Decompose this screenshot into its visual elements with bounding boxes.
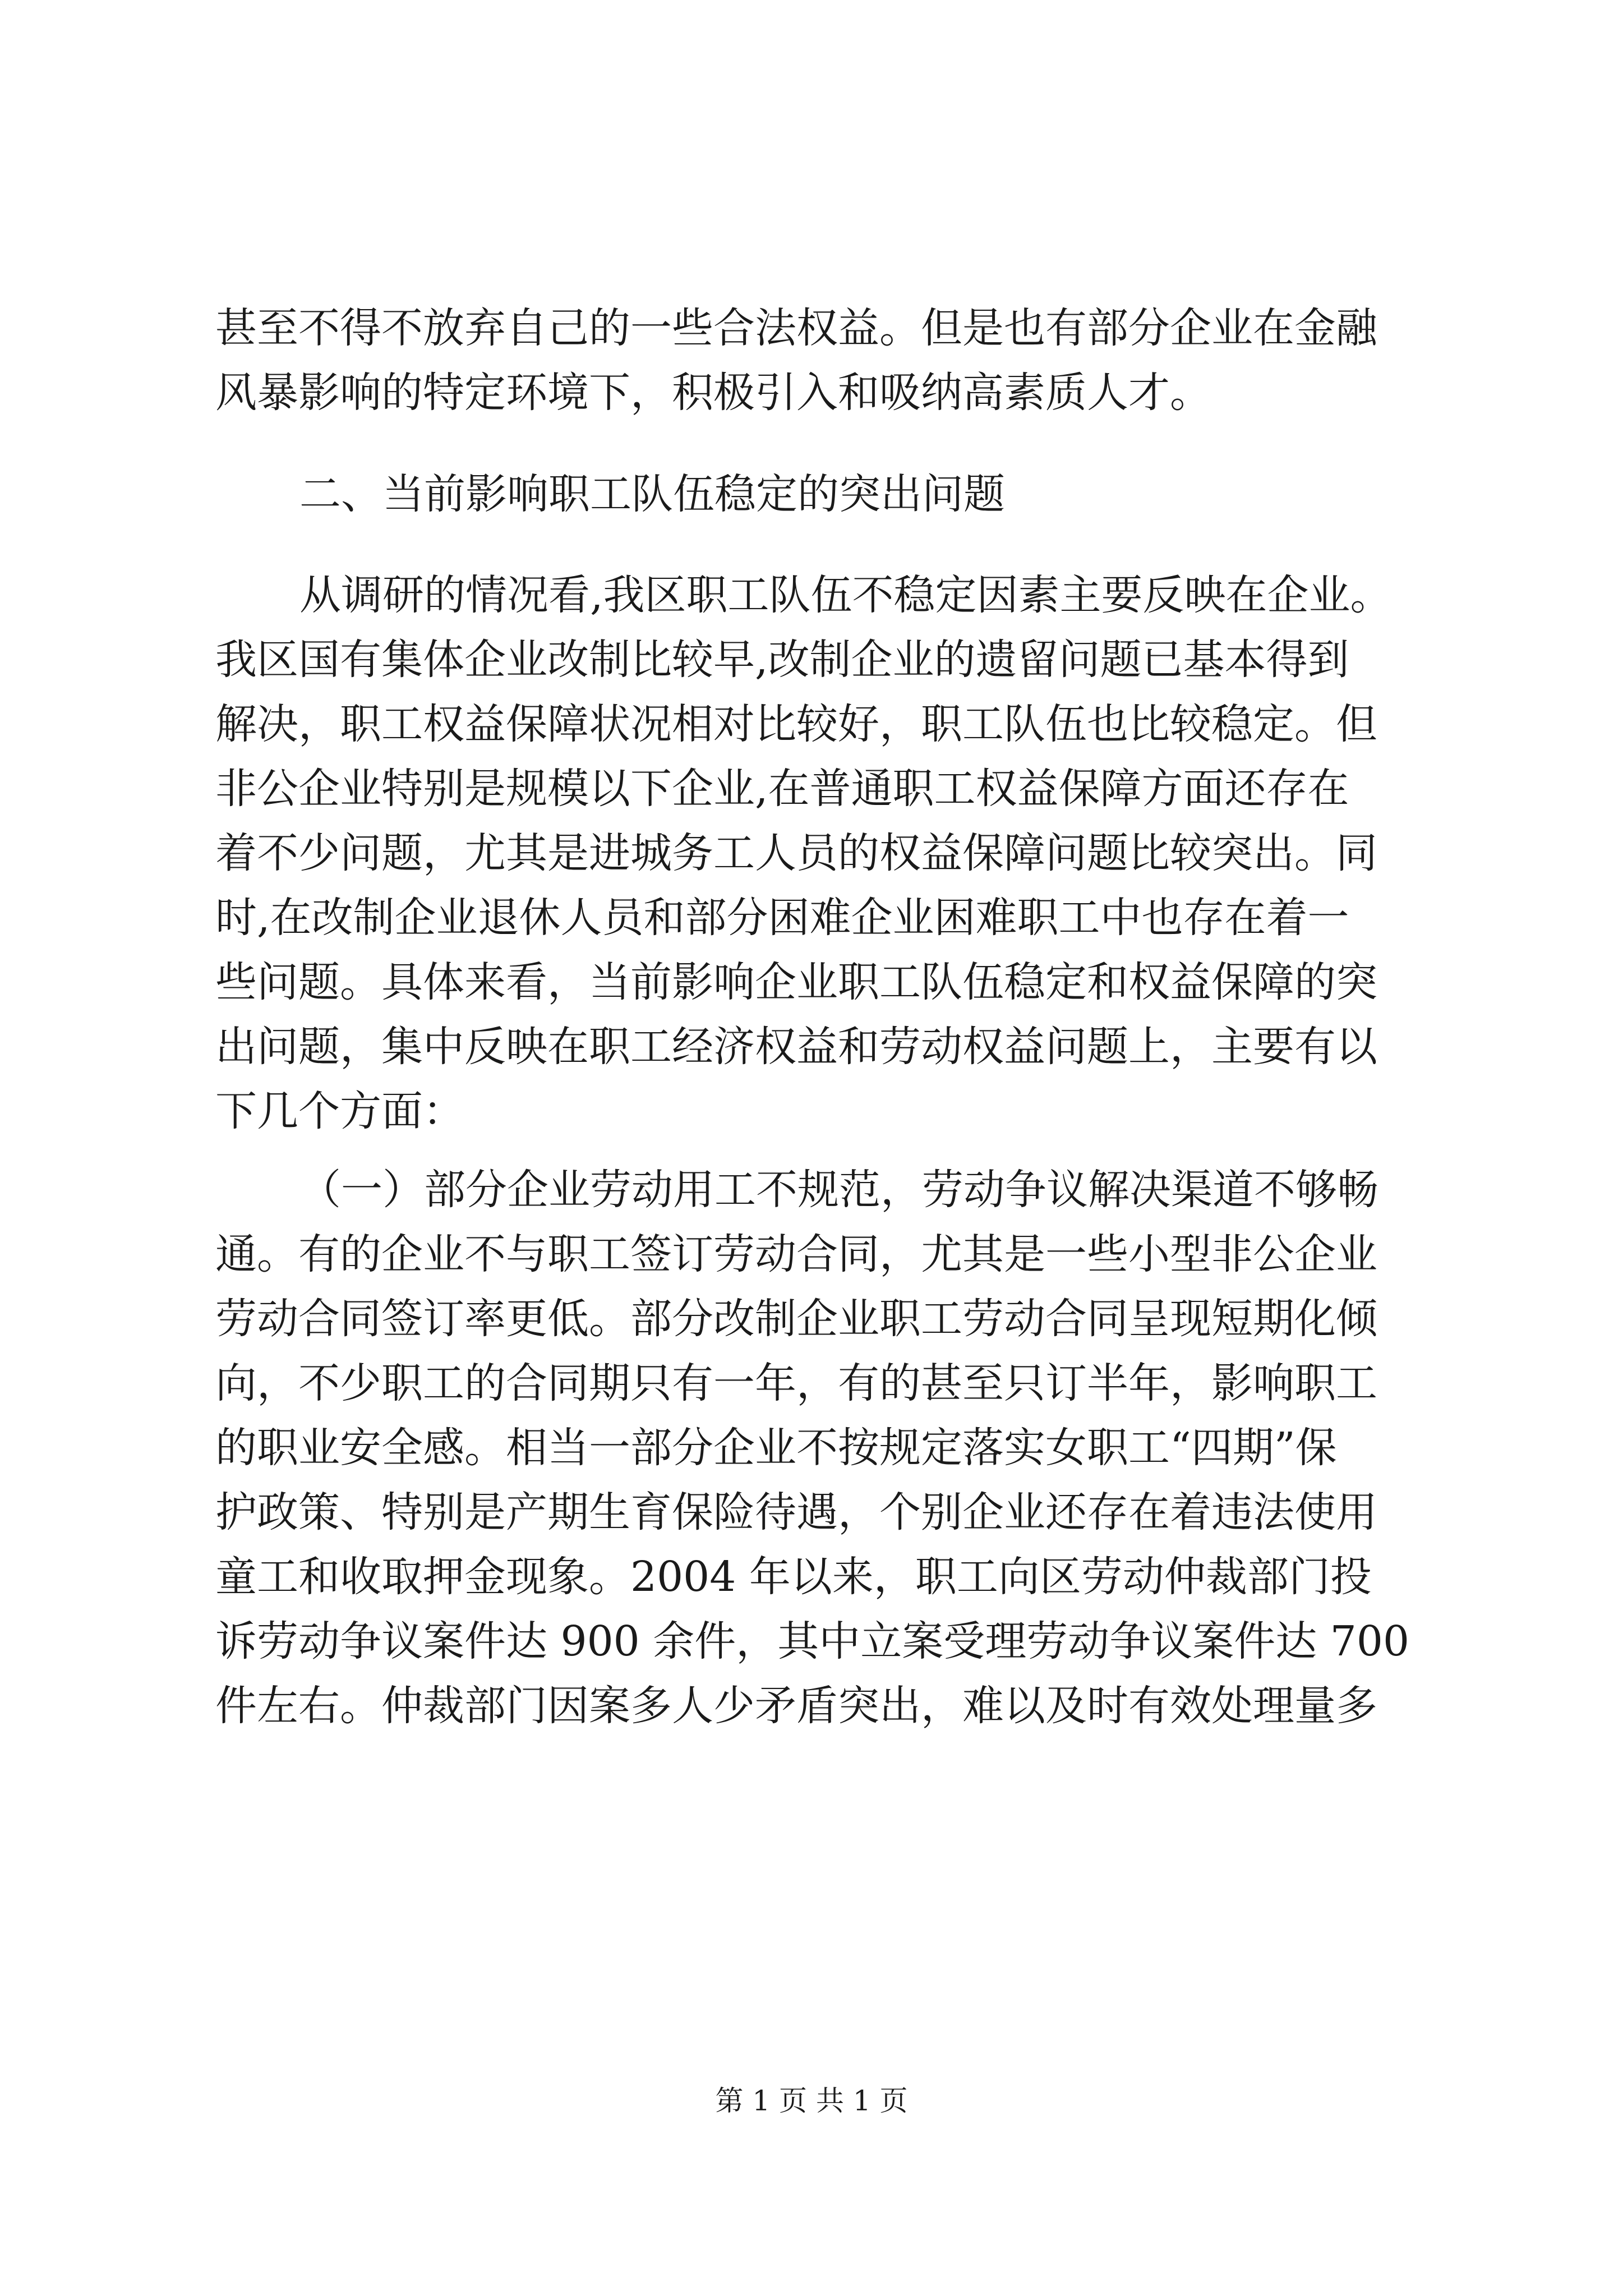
body-text-line: 些问题。具体来看，当前影响企业职工队伍稳定和权益保障的突 <box>215 958 1377 1006</box>
body-text-line: 风暴影响的特定环境下，积极引入和吸纳高素质人才。 <box>215 369 1211 417</box>
body-text-line: 件左右。仲裁部门因案多人少矛盾突出，难以及时有效处理量多 <box>215 1682 1377 1730</box>
body-text-line: 护政策、特别是产期生育保险待遇，个别企业还存在着违法使用 <box>215 1488 1377 1536</box>
body-text-line: 向，不少职工的合同期只有一年，有的甚至只订半年，影响职工 <box>215 1359 1377 1407</box>
body-text-line: 解决，职工权益保障状况相对比较好，职工队伍也比较稳定。但 <box>215 700 1377 748</box>
body-text-line: 的职业安全感。相当一部分企业不按规定落实女职工“四期”保 <box>215 1424 1337 1472</box>
body-text-line: 从调研的情况看,我区职工队伍不稳定因素主要反映在企业。 <box>299 571 1392 619</box>
body-text-line: 非公企业特别是规模以下企业,在普通职工权益保障方面还存在 <box>215 765 1349 813</box>
subsection-heading-line: （一）部分企业劳动用工不规范，劳动争议解决渠道不够畅 <box>299 1166 1378 1214</box>
section-heading: 二、当前影响职工队伍稳定的突出问题 <box>299 470 1005 518</box>
page-number-footer: 第 1 页 共 1 页 <box>715 2085 908 2117</box>
body-text-line: 劳动合同签订率更低。部分改制企业职工劳动合同呈现短期化倾 <box>215 1295 1377 1343</box>
body-text-line: 童工和收取押金现象。2004 年以来，职工向区劳动仲裁部门投 <box>215 1553 1372 1601</box>
body-text-line: 通。有的企业不与职工签订劳动合同，尤其是一些小型非公企业 <box>215 1230 1377 1278</box>
body-text-line: 着不少问题，尤其是进城务工人员的权益保障问题比较突出。同 <box>215 829 1377 877</box>
body-text-line: 时,在改制企业退休人员和部分困难企业困难职工中也存在着一 <box>215 894 1349 942</box>
body-text-line: 我区国有集体企业改制比较早,改制企业的遗留问题已基本得到 <box>215 636 1349 684</box>
body-text-line: 诉劳动争议案件达 900 余件，其中立案受理劳动争议案件达 700 <box>215 1617 1410 1665</box>
body-text-line: 出问题，集中反映在职工经济权益和劳动权益问题上，主要有以 <box>215 1023 1377 1071</box>
body-text-line: 甚至不得不放弃自己的一些合法权益。但是也有部分企业在金融 <box>215 304 1377 352</box>
body-text-line: 下几个方面： <box>215 1087 464 1135</box>
